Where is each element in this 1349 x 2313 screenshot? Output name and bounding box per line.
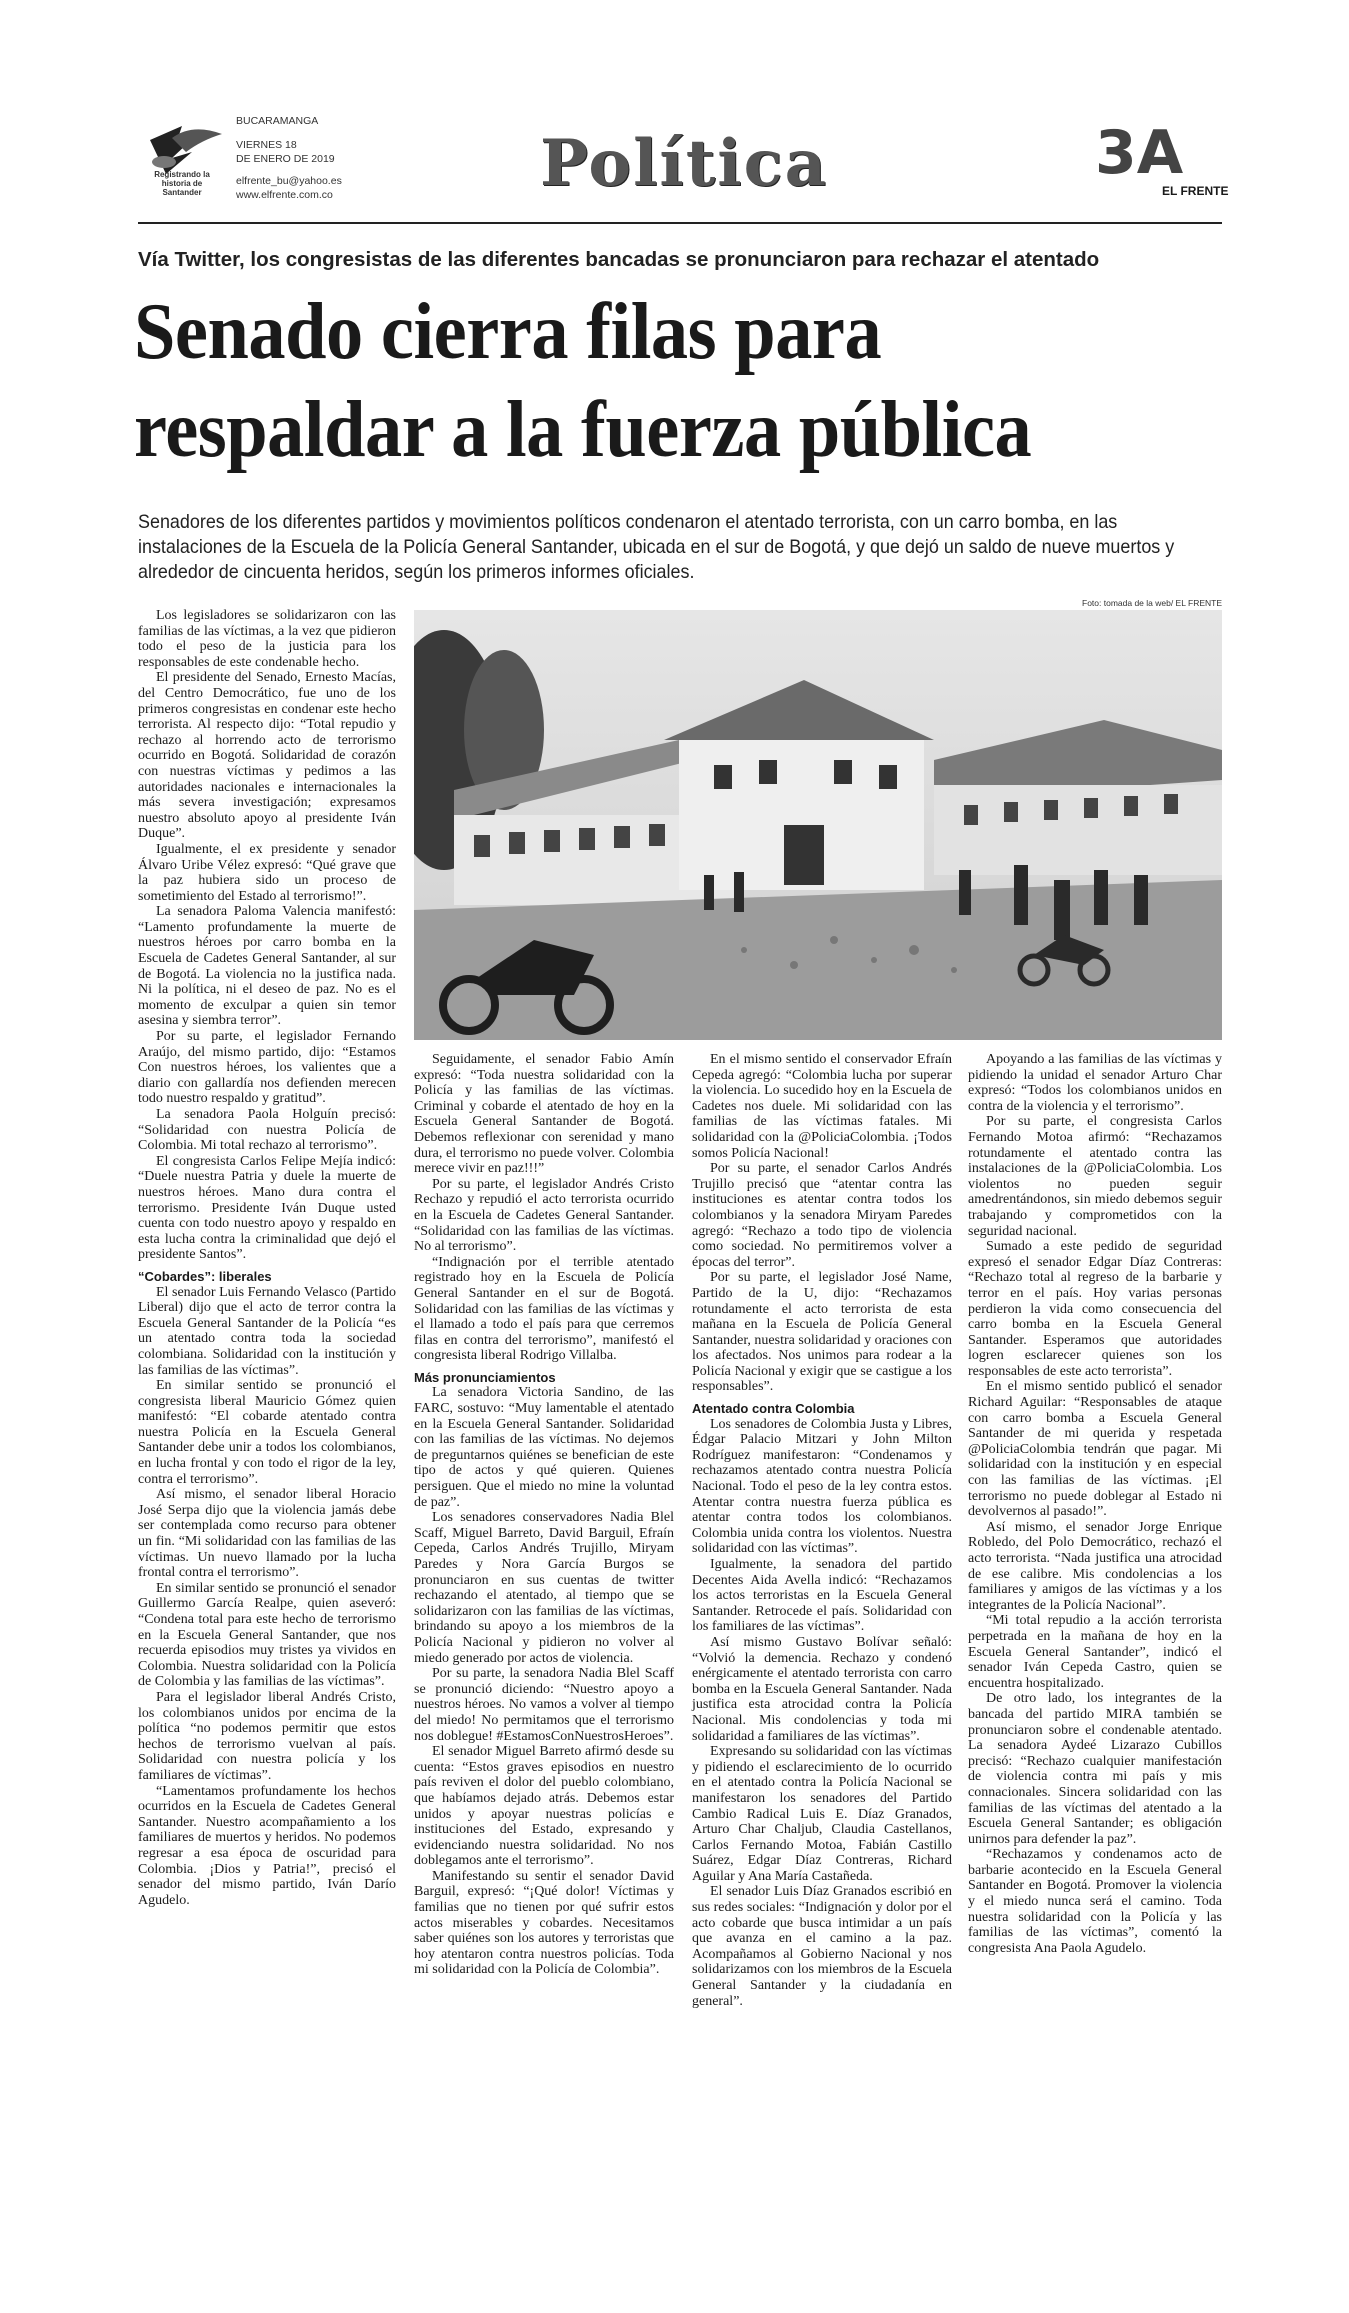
paragraph: En similar sentido se pronunció el senador Guillermo García Realpe, quien aseveró: “Condena total para este hecho de terrorismo en la Escuela General Santander, que nos recuerda episodios muy tristes ya vividos en Colombia. Nuestra solidaridad con la Policía de Colombia y las familias de las víctimas”. <box>138 1580 396 1690</box>
header-rule <box>138 222 1222 224</box>
paragraph: El presidente del Senado, Ernesto Macías, del Centro Democrático, fue uno de los primeros congresistas en condenar este hecho terrorista. Al respecto dijo: “Total repudio y rechazo al horrendo acto de terrorismo ocurrido en Bogotá. Solidaridad de corazón con nuestras víctimas y pedimos a las autoridades nacionales e internacionales la más severa investigación; expresamos nuestro absoluto apoyo al presidente Iván Duque”. <box>138 670 396 842</box>
brand-name: EL FRENTE <box>1162 184 1229 198</box>
paragraph: Seguidamente, el senador Fabio Amín expresó: “Toda nuestra solidaridad con la Policía y las familias de las víctimas. Criminal y cobarde el atentado de hoy en la Escuela General Santander de Bogotá. Debemos reflexionar con serenidad y mano dura, el terrorismo no puede volver. Colombia merece vivir en paz!!!” <box>414 1052 674 1177</box>
paragraph: La senadora Victoria Sandino, de las FARC, sostuvo: “Muy lamentable el atentado en la Escuela General Santander. Solidaridad con las familias de las víctimas. No dejemos de preguntarnos quiénes se benefician de este tipo de actos y qué quieren. Quienes persiguen. Que el miedo no mine la voluntad de paz”. <box>414 1385 674 1510</box>
paragraph: Por su parte, el legislador Andrés Cristo Rechazo y repudió el acto terrorista ocurrido en la Escuela de Cadetes General Santander. “Solidaridad con las familias de las víctimas. No al terrorismo”. <box>414 1176 674 1255</box>
paragraph: “Rechazamos y condenamos acto de barbarie acontecido en la Escuela General Santander en Bogotá. Promover la violencia y el miedo nunca será el camino. Toda nuestra solidaridad con la Policía y las familias de las víctimas”, comentó la congresista Ana Paola Agudelo. <box>968 1847 1222 1956</box>
paragraph: Apoyando a las familias de las víctimas y pidiendo la unidad el senador Arturo Char expresó: “Todos los colombianos unidos en contra de la violencia y el terrorismo”. <box>968 1052 1222 1114</box>
paragraph: El senador Luis Díaz Granados escribió en sus redes sociales: “Indignación y dolor por el acto cobarde que busca intimidar a un país que avanza en el camino a la paz. Acompañamos al Gobierno Nacional y nos solidarizamos con los miembros de la Escuela General Santander y la ciudadanía en general”. <box>692 1884 952 2009</box>
paragraph: “Mi total repudio a la acción terrorista perpetrada en la mañana de hoy en la Escuela General Santander”, indicó el senador Iván Cepeda Castro, quien se encuentra hospitalizado. <box>968 1613 1222 1691</box>
website[interactable]: www.elfrente.com.co <box>236 189 333 201</box>
paragraph: El congresista Carlos Felipe Mejía indicó: “Duele nuestra Patria y duele la muerte de nuestros héroes. Mano dura contra el terrorismo. Presidente Iván Duque usted cuenta con todo nuestro apoyo y respaldo en esta lucha contra la criminalidad que dejó el presidente Santos”. <box>138 1153 396 1263</box>
paragraph: Así mismo, el senador Jorge Enrique Robledo, del Polo Democrático, rechazó el acto terrorista. “Nada justifica una atrocidad de ese calibre. Mis condolencias a los familiares y amigos de las víctimas y a los integrantes de la Policía Nacional”. <box>968 1519 1222 1613</box>
paragraph: “Indignación por el terrible atentado registrado hoy en la Escuela de Policía General Santander en el sur de Bogotá. Solidaridad con las familias de las víctimas y el llamado a todo el país para que cerremos filas en contra del terrorismo”, manifestó el congresista liberal Rodrigo Villalba. <box>414 1254 674 1364</box>
paragraph: Por su parte, el senador Carlos Andrés Trujillo precisó que “atentar contra las instituciones es atentar contra todos los colombianos y la senadora Miryam Paredes agregó: “Rechazo a todo tipo de violencia como sociedad. No permitiremos volver a épocas del terror”. <box>692 1161 952 1270</box>
masthead-info <box>236 114 342 202</box>
date: DE ENERO DE 2019 <box>236 153 335 165</box>
article-column-4 <box>968 1052 1222 1956</box>
headline-line-2: respaldar a la fuerza pública <box>134 386 1032 474</box>
email[interactable]: elfrente_bu@yahoo.es <box>236 175 342 187</box>
logo-tagline: Registrando la historia de Santander <box>154 170 210 197</box>
page-number: 3A <box>1095 118 1184 188</box>
article-column-1 <box>138 608 396 1908</box>
headline-line-1: Senado cierra filas para <box>134 288 882 376</box>
paragraph: La senadora Paola Holguín precisó: “Solidaridad con nuestra Policía de Colombia. Mi total rechazo al terrorismo”. <box>138 1107 396 1154</box>
paragraph: Manifestando su sentir el senador David Barguil, expresó: “¡Qué dolor! Víctimas y familias que no tienen por qué sufrir estos actos miserables y cobardes. Necesitamos saber quiénes son los autores y terroristas que hoy atentaron contra nuestros policías. Toda mi solidaridad con la Policía de Colombia”. <box>414 1868 674 1978</box>
paragraph: Para el legislador liberal Andrés Cristo, los colombianos unidos por encima de la política “no podemos permitir que estos hechos de terrorismo vuelvan al país. Solidaridad con nuestra policía y los familiares de víctimas”. <box>138 1689 396 1783</box>
paragraph: “Lamentamos profundamente los hechos ocurridos en la Escuela de Cadetes General Santander. Nuestro acompañamiento a los familiares de muertos y heridos. No podemos regresar a esa época de oscuridad para Colombia. ¡Dios y Patria!”, precisó el senador del mismo partido, Iván Darío Agudelo. <box>138 1783 396 1908</box>
subheading: “Cobardes”: liberales <box>138 1268 272 1284</box>
subheading: Más pronunciamientos <box>414 1369 556 1385</box>
paragraph: Los senadores de Colombia Justa y Libres, Édgar Palacio Mitzari y John Milton Rodríguez manifestaron: “Condenamos y rechazamos atentado contra nuestra Policía Nacional. Todo el peso de la ley contra estos. Atentar contra nuestra fuerza pública es atentar contra todos los colombianos. Colombia unida contra los violentos. Nuestra solidaridad con las víctimas”. <box>692 1416 952 1557</box>
paragraph: La senadora Paloma Valencia manifestó: “Lamento profundamente la muerte de nuestros héroes por carro bomba en la Escuela de Cadetes General Santander, al sur de Bogotá. La violencia no la justifica nada. Ni la política, ni el deseo de paz. No es el momento de exculpar a quien sin temor asesina y siembra terror”. <box>138 904 396 1029</box>
paragraph: De otro lado, los integrantes de la bancada del partido MIRA también se pronunciaron sobre el condenable atentado. La senadora Aydeé Lizarazo Cubillos precisó: “Rechazo cualquier manifestación de violencia contra mi país y mis connacionales. Sincera solidaridad con las familias de las víctimas del atentado a la Escuela General Santander; es obligación unirnos para defender la paz”. <box>968 1691 1222 1847</box>
paragraph: Por su parte, el legislador José Name, Partido de la U, dijo: “Rechazamos rotundamente el acto terrorista de esta mañana en la Escuela de Policía General Santander, nuestra solidaridad y oraciones con los afectados. Nos unimos para rodear a la Policía Nacional y exigir que se castigue a los responsables”. <box>692 1270 952 1395</box>
paragraph: En el mismo sentido publicó el senador Richard Aguilar: “Responsables de ataque con carro bomba a Escuela General Santander de mi querida y respetada @PoliciaColombia tendrán que pagar. Mi solidaridad con la institución y en especial con las familias de las víctimas. ¡El terrorismo no puede doblegar al Estado ni devolvernos al pasado!”. <box>968 1379 1222 1520</box>
subheading: Atentado contra Colombia <box>692 1401 855 1417</box>
paragraph: Los senadores conservadores Nadia Blel Scaff, Miguel Barreto, David Barguil, Efraín Cepeda, Carlos Andrés Trujillo, Miryam Paredes y Nora García Burgos se pronunciaron en sus cuentas de twitter rechazando el atentado, al tiempo que se solidarizaron con las familias de las víctimas, brindando su apoyo a los miembros de la Policía Nacional y pidieron no volver al miedo generado por actos de violencia. <box>414 1510 674 1666</box>
headline <box>134 283 1148 479</box>
news-photo <box>414 610 1222 1040</box>
article-column-3 <box>692 1052 952 2009</box>
paragraph: El senador Miguel Barreto afirmó desde su cuenta: “Estos graves episodios en nuestro país reviven el dolor del pueblo colombiano, que habíamos dejado atrás. Debemos estar unidos y apoyar nuestras policías e instituciones del Estado, expresando y evidenciando nuestra solidaridad. No nos doblegamos ante el terrorismo”. <box>414 1744 674 1869</box>
paragraph: Expresando su solidaridad con las víctimas y pidiendo el esclarecimiento de lo ocurrido en el atentado contra la Policía Nacional se manifestaron los senadores del Partido Cambio Radical Luis E. Díaz Granados, Arturo Char Chaljub, Claudia Castellanos, Carlos Fernando Motoa, Fabián Castillo Suárez, Edgar Díaz Contreras, Richard Aguilar y Ana María Castañeda. <box>692 1744 952 1884</box>
paragraph: Por su parte, el congresista Carlos Fernando Motoa afirmó: “Rechazamos rotundamente el atentado contra las instalaciones de la @PoliciaColombia. Los violentos no pueden seguir amedrentándonos, sin miedo debemos seguir trabajando y comprometidos con la seguridad nacional. <box>968 1114 1222 1239</box>
paragraph: Los legisladores se solidarizaron con las familias de las víctimas, a la vez que pidieron todo el peso de la justicia para los responsables de este condenable hecho. <box>138 608 396 670</box>
paragraph: Igualmente, la senadora del partido Decentes Aida Avella indicó: “Rechazamos los actos terroristas en la Escuela General Santander. Retrocede el país. Solidaridad con los familiares de las víctimas”. <box>692 1557 952 1635</box>
deck: Senadores de los diferentes partidos y movimientos políticos condenaron el atentado terrorista, con un carro bomba, en las instalaciones de la Escuela de la Policía General Santander, ubicada en el sur de Bogotá, y que dejó un saldo de nueve muertos y alrededor de cincuenta heridos, según los primeros informes oficiales. <box>138 511 1175 583</box>
logo-emblem <box>142 118 232 198</box>
paragraph: El senador Luis Fernando Velasco (Partido Liberal) dijo que el acto de terror contra la Escuela General Santander de la Policía “es un atentado contra toda la sociedad colombiana. Solidaridad con la institución y las familias de las víctimas”. <box>138 1284 396 1378</box>
article-column-2 <box>414 1052 674 1978</box>
paragraph: Así mismo, el senador liberal Horacio José Serpa dijo que la violencia jamás debe ser contemplada como recurso para obtener un fin. “Mi solidaridad con las familias de las víctimas. Un nuevo llamado por la lucha frontal contra el terrorismo”. <box>138 1487 396 1581</box>
paragraph: En similar sentido se pronunció el congresista liberal Mauricio Gómez quien manifestó: “El cobarde atentado contra nuestra Policía en la Escuela General Santander debe unir a todos los colombianos, en lucha frontal y con todo el rigor de la ley, contra el terrorismo”. <box>138 1378 396 1487</box>
paragraph: Sumado a este pedido de seguridad expresó el senador Edgar Díaz Contreras: “Rechazo total al regreso de la barbarie y terror en el país. Hoy varias personas perdieron la vida como consecuencia del carro bomba en la Escuela General Santander. Esperamos que autoridades logren esclarecer quienes son los responsables de este acto terrorista”. <box>968 1239 1222 1379</box>
paragraph: Por su parte, el legislador Fernando Araújo, del mismo partido, dijo: “Estamos Con nuestros héroes, los valientes que a diario con gallardía nos defienden merecen todo nuestro respaldo y gratitud”. <box>138 1029 396 1107</box>
paragraph: Así mismo Gustavo Bolívar señaló: “Volvió la demencia. Rechazo y condenó enérgicamente el atentado terrorista con carro bomba en la Escuela General Santander. Nada justifica esta atrocidad contra la Policía Nacional. Mis condolencias y toda mi solidaridad a familiares de las víctimas”. <box>692 1634 952 1744</box>
paragraph: En el mismo sentido el conservador Efraín Cepeda agregó: “Colombia lucha por superar la violencia. Lo sucedido hoy en la Escuela de Cadetes nos duele. Mi solidaridad con las familias de las víctimas fatales. Mi solidaridad con la @PoliciaColombia. ¡Todos somos Policía Nacional! <box>692 1052 952 1161</box>
kicker: Vía Twitter, los congresistas de las diferentes bancadas se pronunciaron para rechazar el atentado <box>138 248 1100 271</box>
paragraph: Igualmente, el ex presidente y senador Álvaro Uribe Vélez expresó: “Qué grave que la paz hubiera sido un proceso de sometimiento del Estado al terrorismo!”. <box>138 841 396 904</box>
section-title: Política <box>540 126 829 201</box>
weekday: VIERNES 18 <box>236 139 297 151</box>
city: BUCARAMANGA <box>236 115 319 127</box>
paragraph: Por su parte, la senadora Nadia Blel Scaff se pronunció diciendo: “Nuestro apoyo a nuestros héroes. No vamos a volver al tiempo del miedo! No permitamos que el terrorismo nos doblegue! #EstamosConNuestrosHeroes”. <box>414 1666 674 1744</box>
photo-credit: Foto: tomada de la web/ EL FRENTE <box>1082 598 1222 608</box>
